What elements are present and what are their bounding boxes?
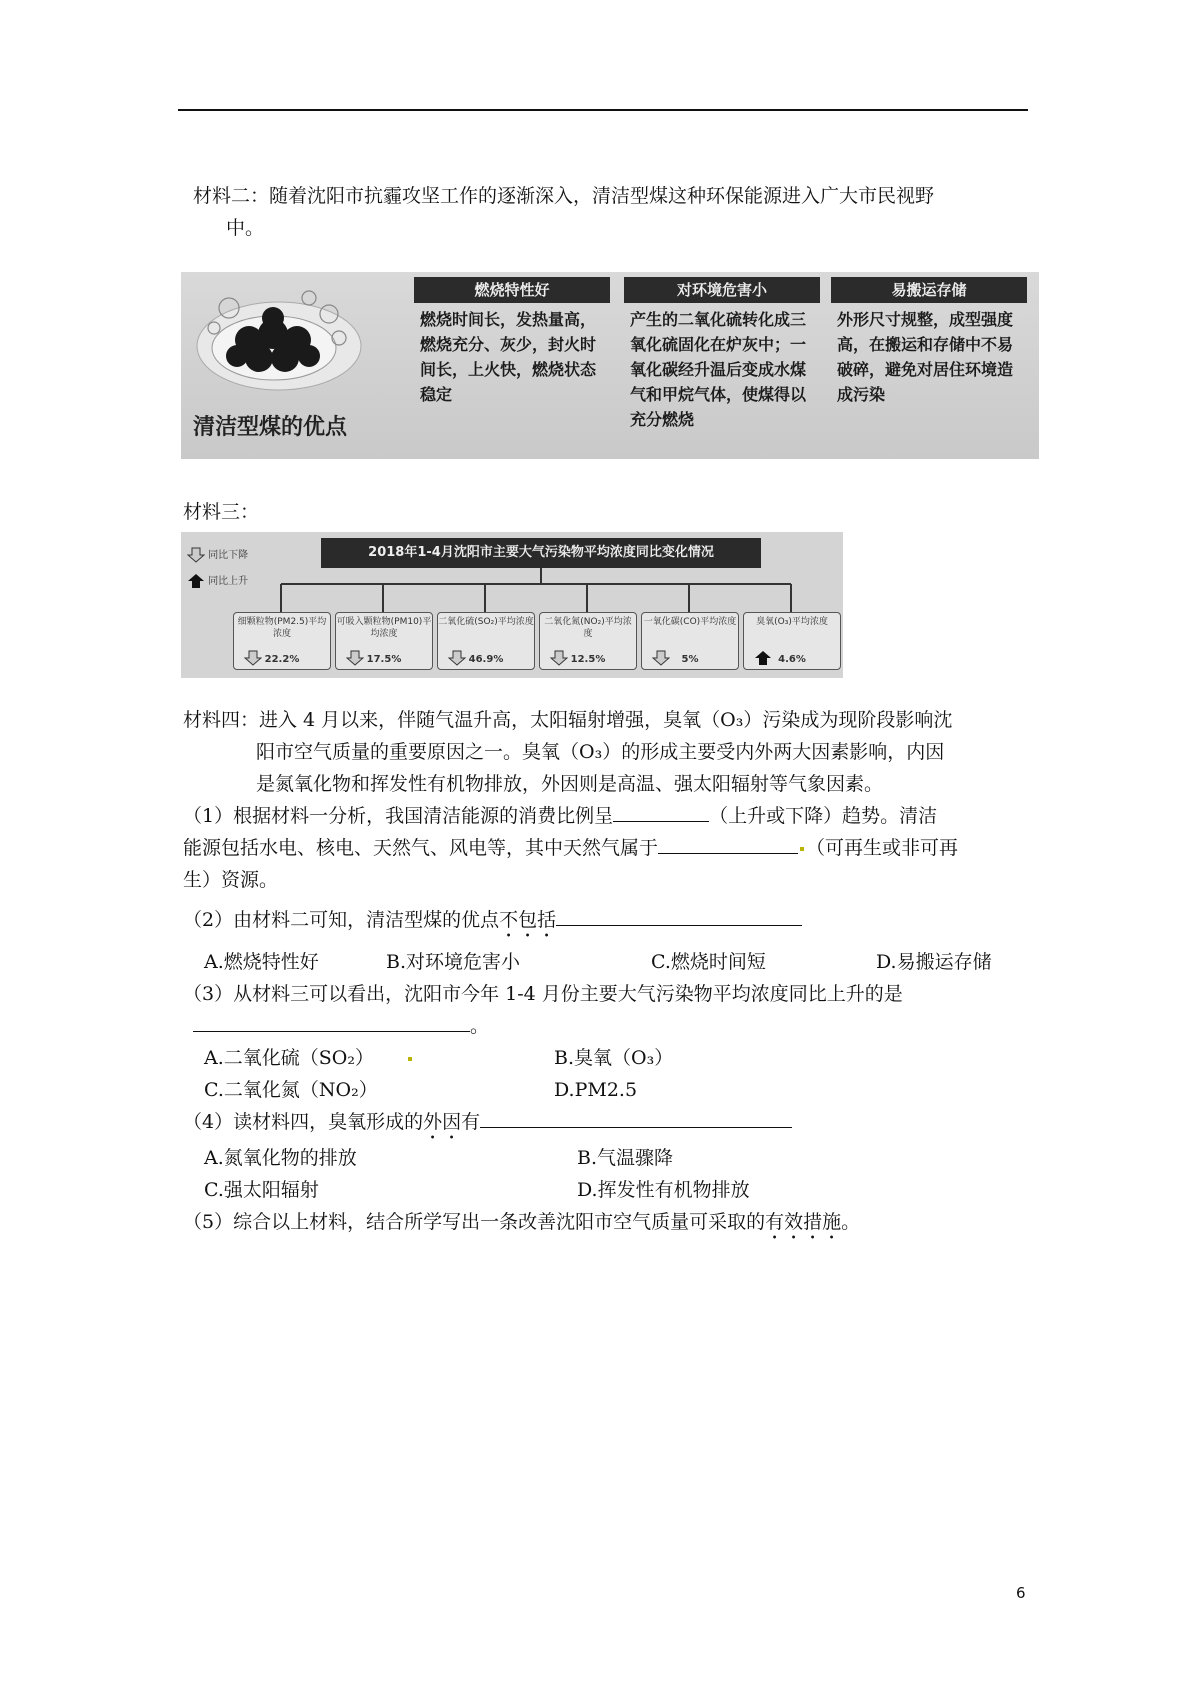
material4-line1: 材料四：进入 4 月以来，伴随气温升高，太阳辐射增强，臭氧（O₃）污染成为现阶段影响沈 bbox=[183, 709, 953, 731]
column-body: 产生的二氧化硫转化成三氧化硫固化在炉灰中；一氧化碳经升温后变成水煤气和甲烷气体，使煤得以充分燃烧 bbox=[630, 310, 807, 429]
material4-line3: 是氮氧化物和挥发性有机物排放，外因则是高温、强太阳辐射等气象因素。 bbox=[256, 773, 884, 795]
pollutant-value: 46.9% bbox=[468, 654, 504, 665]
q3-option-b: B.臭氧（O₃） bbox=[554, 1047, 674, 1069]
material2-intro-cont: 中。 bbox=[226, 217, 265, 239]
q4-option-d: D.挥发性有机物排放 bbox=[577, 1179, 750, 1201]
column-storage bbox=[831, 277, 1027, 407]
marker-dot bbox=[408, 1057, 412, 1061]
pollutant-box-so2 bbox=[437, 612, 535, 670]
q4-stem-end: 有 bbox=[461, 1111, 481, 1133]
q1-line2 bbox=[183, 832, 958, 864]
legend-up-label: 同比上升 bbox=[208, 576, 249, 587]
q1-line1 bbox=[183, 800, 937, 832]
column-head: 燃烧特性好 bbox=[414, 277, 610, 303]
q3-option-c: C.二氧化氮（NO₂） bbox=[204, 1079, 378, 1101]
material4-line2: 阳市空气质量的重要原因之一。臭氧（O₃）的形成主要受内外两大因素影响，内因 bbox=[256, 741, 945, 763]
pollutant-box-pm10 bbox=[335, 612, 433, 670]
column-body: 燃烧时间长，发热量高，燃烧充分、灰少，封火时间长，上火快，燃烧状态稳定 bbox=[420, 310, 597, 404]
q1-answer-blank-2[interactable] bbox=[658, 833, 798, 854]
q2-stem-text: （2）由材料二可知，清洁型煤的优点 bbox=[183, 909, 500, 931]
column-body: 外形尺寸规整，成型强度高，在搬运和存储中不易破碎，避免对居住环境造成污染 bbox=[837, 310, 1014, 404]
q4-option-b: B.气温骤降 bbox=[577, 1147, 674, 1169]
q4-option-c: C.强太阳辐射 bbox=[204, 1179, 319, 1201]
q4-emphasis: 外因 bbox=[423, 1111, 462, 1133]
q3-end: 。 bbox=[470, 1015, 490, 1037]
coal-image bbox=[189, 278, 379, 398]
q3-answer-line bbox=[193, 1010, 489, 1042]
header-rule bbox=[178, 109, 1028, 111]
column-environment bbox=[624, 277, 820, 432]
column-burning bbox=[414, 277, 610, 407]
q3-option-a bbox=[204, 1042, 414, 1074]
q1-answer-blank-1[interactable] bbox=[613, 801, 709, 822]
pollutant-diagram bbox=[181, 532, 843, 678]
q5-emphasis: 有效措施 bbox=[765, 1211, 842, 1233]
pollutant-label: 二氧化硫(SO₂)平均浓度 bbox=[438, 617, 534, 627]
column-head: 对环境危害小 bbox=[624, 277, 820, 303]
clean-coal-panel bbox=[181, 272, 1039, 459]
q1-text-a: （1）根据材料一分析，我国清洁能源的消费比例呈 bbox=[183, 805, 614, 827]
q2-option-b: B.对环境危害小 bbox=[386, 951, 521, 973]
pollutant-value: 22.2% bbox=[264, 654, 300, 665]
material2-intro: 材料二：随着沈阳市抗霾攻坚工作的逐渐深入，清洁型煤这种环保能源进入广大市民视野 bbox=[193, 185, 935, 207]
pollutant-box-pm25 bbox=[233, 612, 331, 670]
q5-stem-text: （5）综合以上材料，结合所学写出一条改善沈阳市空气质量可采取的 bbox=[183, 1211, 766, 1233]
pollutant-label: 二氧化氮(NO₂)平均浓度 bbox=[544, 617, 632, 639]
q3-option-d: D.PM2.5 bbox=[554, 1079, 638, 1101]
pollutant-box-no2 bbox=[539, 612, 637, 670]
material3-label: 材料三： bbox=[183, 501, 260, 523]
q4-option-a: A.氮氧化物的排放 bbox=[204, 1147, 357, 1169]
q2-option-a: A.燃烧特性好 bbox=[204, 951, 319, 973]
q2-answer-blank[interactable] bbox=[556, 905, 802, 926]
pollutant-label: 可吸入颗粒物(PM10)平均浓度 bbox=[336, 617, 432, 639]
q1-text-c: 能源包括水电、核电、天然气、风电等，其中天然气属于 bbox=[183, 837, 659, 859]
diagram-title: 2018年1-4月沈阳市主要大气污染物平均浓度同比变化情况 bbox=[321, 538, 761, 568]
q2-emphasis: 不包括 bbox=[499, 909, 557, 931]
pollutant-label: 臭氧(O₃)平均浓度 bbox=[756, 617, 828, 627]
pollutant-label: 细颗粒物(PM2.5)平均浓度 bbox=[237, 617, 327, 639]
q5-stem bbox=[183, 1206, 860, 1244]
legend-down-label: 同比下降 bbox=[208, 550, 249, 561]
pollutant-box-o3 bbox=[743, 612, 841, 670]
marker-dot bbox=[800, 847, 804, 851]
q2-option-c: C.燃烧时间短 bbox=[651, 951, 766, 973]
pollutant-label: 一氧化碳(CO)平均浓度 bbox=[643, 617, 737, 627]
q5-stem-end: 。 bbox=[841, 1211, 861, 1233]
page-number: 6 bbox=[1016, 1584, 1026, 1602]
q2-stem bbox=[183, 904, 802, 942]
q1-line3: 生）资源。 bbox=[183, 869, 279, 891]
pollutant-value: 12.5% bbox=[570, 654, 606, 665]
q1-text-d: （可再生或非可再 bbox=[806, 837, 959, 859]
q3-answer-blank[interactable] bbox=[193, 1011, 470, 1032]
q4-answer-blank[interactable] bbox=[480, 1107, 792, 1128]
pollutant-value: 17.5% bbox=[366, 654, 402, 665]
q4-stem bbox=[183, 1106, 792, 1144]
material2-caption: 清洁型煤的优点 bbox=[193, 415, 348, 440]
column-head: 易搬运存储 bbox=[831, 277, 1027, 303]
q2-option-d: D.易搬运存储 bbox=[876, 951, 992, 973]
q3-stem: （3）从材料三可以看出，沈阳市今年 1-4 月份主要大气污染物平均浓度同比上升的是 bbox=[183, 983, 903, 1005]
pollutant-value: 5% bbox=[681, 654, 699, 665]
q4-stem-text: （4）读材料四，臭氧形成的 bbox=[183, 1111, 424, 1133]
q1-text-b: （上升或下降）趋势。清洁 bbox=[709, 805, 938, 827]
pollutant-box-co bbox=[641, 612, 739, 670]
q3-option-a-text: A.二氧化硫（SO₂） bbox=[204, 1047, 374, 1069]
pollutant-value: 4.6% bbox=[778, 654, 806, 665]
